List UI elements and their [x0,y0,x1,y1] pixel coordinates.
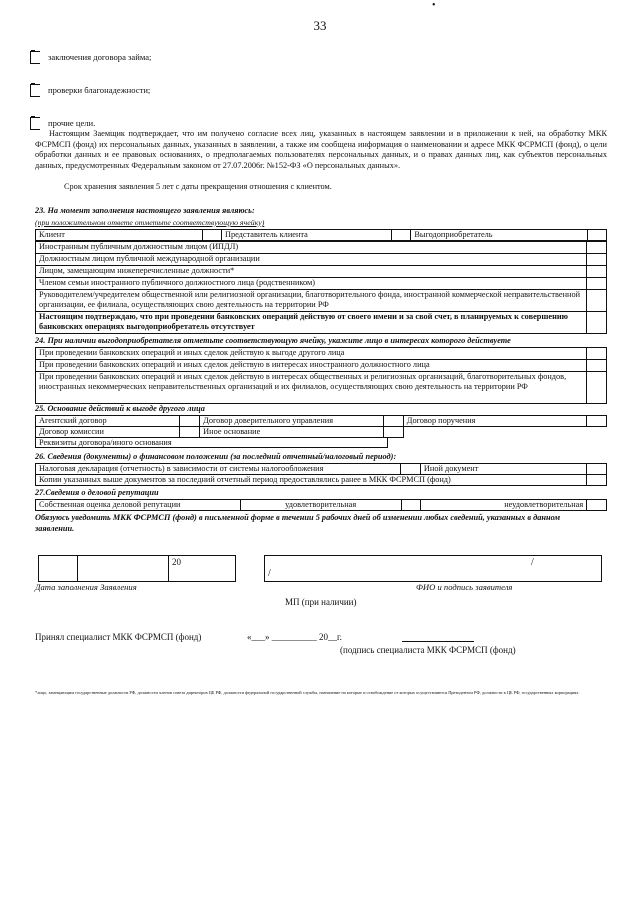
basis-agent: Агентский договор [36,416,180,427]
checkbox-cell[interactable] [587,500,607,511]
checkbox-cell[interactable] [587,360,607,372]
table-row: Лицом, замещающим нижеперечисленные должности* [36,266,587,278]
section-24-table [35,347,607,404]
checkbox-cell[interactable] [587,475,607,486]
section-25-table [35,415,607,438]
day-cell[interactable] [39,556,78,581]
top-mark: • [432,0,436,11]
checkbox-cell[interactable] [180,416,200,427]
checkbox-cell[interactable] [587,266,607,278]
table-row: Руководителем/учредителем общественной или религиозной организации, благотворительного фонда, иностранной коммерческой неправительственной организации, ее филиала, осуществляющих свою деятельность на территории РФ [36,290,587,312]
checkbox-cell[interactable] [587,278,607,290]
acceptance-date[interactable]: «___» __________ 20__г. [247,632,342,642]
role-beneficiary: Выгодоприобретатель [411,230,587,241]
checkbox-icon[interactable] [30,117,40,130]
role-beneficiary-cell[interactable] [587,230,606,241]
checkbox-label: прочие цели. [48,118,96,128]
accepted-by-label: Принял специалист МКК ФСРМСП (фонд) [35,632,202,642]
checkbox-loan[interactable] [30,49,151,65]
checkbox-cell[interactable] [587,254,607,266]
checkbox-cell[interactable] [384,427,404,438]
checkbox-cell[interactable] [401,500,421,511]
year-cell[interactable]: 20 [172,557,181,567]
tax-declaration: Налоговая декларация (отчетность) в зависимости от системы налогообложения [36,464,401,475]
obligation-text: Обязуюсь уведомить МКК ФСРМСП (фонд) в письменной форме в течении 5 рабочих дней об изменении любых сведений, указанных в данном заявлении. [35,513,561,533]
section-23-table [35,229,607,241]
table-row: При проведении банковских операций и иных сделок действую в интересах иностранного должностного лица [36,360,587,372]
copies-provided: Копии указанных выше документов за последний отчетный период предоставлялись ранее в МКК ФСРМСП (фонд) [36,475,587,486]
table-row: При проведении банковских операций и иных сделок действую в интересах общественных и религиозных организаций, благотворительных фондов, иностранных некоммерческих неправительственных организаций и их филиалов, осуществляющих свою деятельность на территории РФ [36,372,587,404]
checkbox-cell[interactable] [587,348,607,360]
checkbox-cell[interactable] [587,464,607,475]
section-23-title: 23. На момент заполнения настоящего заявления являюсь: [35,206,255,215]
empty-cell [403,427,606,438]
checkbox-cell[interactable] [587,372,607,404]
checkbox-label: проверки благонадежности; [48,85,151,95]
checkbox-icon[interactable] [30,84,40,97]
section-23-hint: (при положительном ответе отметьте соответствующую ячейку) [35,218,265,227]
table-row: Членом семьи иностранного публичного должностного лица (родственником) [36,278,587,290]
role-representative: Представитель клиента [221,230,391,241]
section-26-title: 26. Сведения (документы) о финансовом положении (за последний отчетный/налоговый период): [35,452,397,461]
checkbox-reliability[interactable] [30,82,150,98]
section-26-table [35,463,607,486]
checkbox-cell[interactable] [587,290,607,312]
month-cell[interactable] [78,556,169,581]
date-label: Дата заполнения Заявления [35,582,137,592]
table-row: Иностранным публичным должностным лицом (ИПДЛ) [36,242,587,254]
checkbox-cell[interactable] [587,312,607,334]
checkbox-label: заключения договора займа; [48,52,152,62]
checkbox-cell[interactable] [180,427,200,438]
role-client-cell[interactable] [202,230,221,241]
consent-paragraph: Настоящим Заемщик подтверждает, что им получено согласие всех лиц, указанных в настоящем заявлении и в приложении к ней, на обработку МКК ФСРМСП (фонд) их персональных данных, указанных в заявлении, а также им сообщена информация о наименовании и адресе МКК ФСРМСП (фонд), о цели обработки данных и ее правовых основаниях, о предполагаемых пользователях персональных данных, и о правах данных лиц, как субъектов персональных данных, предусмотренных Федеральным законом от 27.07.2006г. №152-ФЗ «О персональных данных». [35,129,607,170]
reputation-good: удовлетворительная [240,500,401,511]
reputation-label: Собственная оценка деловой репутации [36,500,241,511]
checkbox-cell[interactable] [384,416,404,427]
section-25-title: 25. Основание действий к выгоде другого лица [35,404,205,413]
date-field[interactable] [38,555,236,582]
checkbox-cell[interactable] [401,464,421,475]
role-client: Клиент [36,230,203,241]
fio-label: ФИО и подпись заявителя [416,582,513,592]
stamp-label: МП (при наличии) [285,597,357,607]
basis-other: Иное основание [200,427,384,438]
section-27-title: 27.Сведения о деловой репутации [35,488,159,497]
slash-mark: / [268,568,271,579]
slash-mark: / [531,557,534,568]
specialist-signature-label: (подпись специалиста МКК ФСРМСП (фонд) [340,645,516,655]
table-row: Должностным лицом публичной международной организации [36,254,587,266]
footnote: *лицо, замещающим государственные должности РФ, должности членов совета директоров ЦБ РФ, должности федеральной государственной службы, назначение на которые и освобождение от которых осуществляются Президентом РФ, должности в ЦБ РФ, государственных корпорациях. [35,690,580,695]
basis-trust: Договор доверительного управления [200,416,384,427]
table-row: При проведении банковских операций и иных сделок действую к выгоде другого лица [36,348,587,360]
basis-commission: Договор комиссии [36,427,180,438]
other-document: Иной документ [420,464,586,475]
role-representative-cell[interactable] [392,230,411,241]
storage-note: Срок хранения заявления 5 лет с даты прекращения отношения с клиентом. [64,182,332,191]
specialist-signature-line[interactable] [402,641,474,642]
checkbox-cell[interactable] [587,416,607,427]
basis-assign: Договор поручения [403,416,587,427]
basis-details[interactable]: Реквизиты договора/иного основания [35,437,388,448]
checkbox-cell[interactable] [587,242,607,254]
fio-signature-field[interactable] [264,555,602,582]
section-23-status-table [35,241,607,334]
page-number: 33 [313,18,327,33]
reputation-bad: неудовлетворительная [421,500,587,511]
section-27-table [35,499,607,511]
section-24-title: 24. При наличии выгодоприобретателя отметьте соответствующую ячейку, укажите лицо в интересах которого действуете [35,336,511,345]
checkbox-icon[interactable] [30,51,40,64]
self-confirmation: Настоящим подтверждаю, что при проведении банковских операций действую от своего имени и за свой счет, в планируемых к совершению банковских операциях выгодоприобретатель отсутствует [36,312,587,334]
